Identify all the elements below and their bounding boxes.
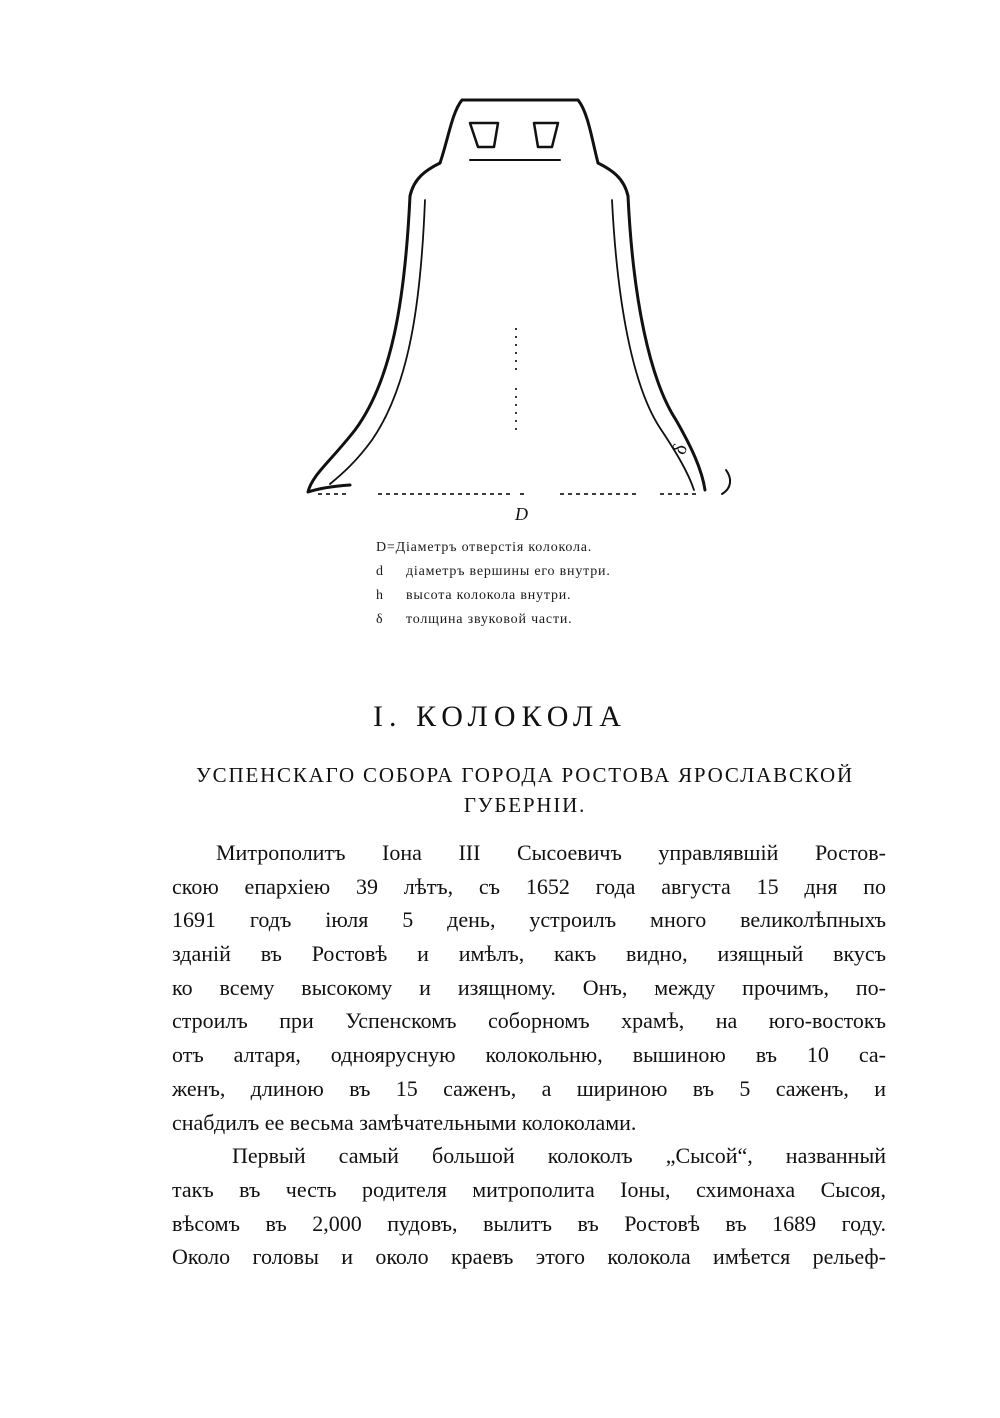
legend-row xyxy=(376,608,706,632)
text-line: 1691 годъ іюля 5 день, устроилъ много великолѣпныхъ xyxy=(172,907,886,933)
subtitle-line: ГУБЕРНІИ. xyxy=(463,793,587,817)
text-line: отъ алтаря, одноярусную колокольню, вышиною въ 10 са- xyxy=(172,1042,886,1068)
legend-symbol: d xyxy=(376,564,384,579)
legend-text: толщина звуковой части. xyxy=(406,612,573,627)
delta-label: δ xyxy=(668,441,693,458)
text-line: такъ въ честь родителя митрополита Іоны, схимонаха Сысоя, xyxy=(172,1176,886,1202)
text-line: снабдилъ ее весьма замѣчательными колоколами. xyxy=(172,1109,637,1135)
body-paragraphs xyxy=(172,836,886,1274)
section-subtitle xyxy=(160,760,890,820)
section-title: I. КОЛОКОЛА xyxy=(373,700,627,733)
legend-row xyxy=(376,536,706,560)
legend-text: діаметръ вершины его внутри. xyxy=(406,564,611,579)
subtitle-line: УСПЕНСКАГО СОБОРА ГОРОДА РОСТОВА ЯРОСЛАВСКОЙ xyxy=(196,763,854,787)
legend-text: Діаметръ отверстія колокола. xyxy=(395,540,593,555)
legend-row xyxy=(376,584,706,608)
diameter-label: D xyxy=(515,504,528,524)
text-line: Около головы и около краевъ этого колокола имѣется рельеф- xyxy=(172,1244,886,1270)
text-line: женъ, длиною въ 15 саженъ, а шириною въ 5 саженъ, и xyxy=(172,1075,886,1101)
text-line: скою епархіею 39 лѣтъ, съ 1652 года августа 15 дня по xyxy=(172,873,886,899)
legend-text: высота колокола внутри. xyxy=(406,588,572,603)
text-line: строилъ при Успенскомъ соборномъ храмѣ, на юго-востокъ xyxy=(172,1008,886,1034)
legend-symbol: h xyxy=(376,588,384,603)
legend-row xyxy=(376,560,706,584)
legend-symbol: D= xyxy=(376,540,396,555)
text-line: ко всему высокому и изящному. Онъ, между прочимъ, по- xyxy=(172,974,886,1000)
text-line: зданій въ Ростовѣ и имѣлъ, какъ видно, изящный вкусъ xyxy=(172,941,886,967)
text-line: Митрополитъ Іона III Сысоевичъ управлявшій Ростов- xyxy=(216,840,886,865)
text-line: Первый самый большой колоколъ „Сысой“, названный xyxy=(232,1143,886,1169)
text-line: вѣсомъ въ 2,000 пудовъ, вылитъ въ Ростовѣ въ 1689 году. xyxy=(172,1210,886,1236)
figure-legend xyxy=(376,536,706,632)
legend-symbol: δ xyxy=(376,612,384,627)
